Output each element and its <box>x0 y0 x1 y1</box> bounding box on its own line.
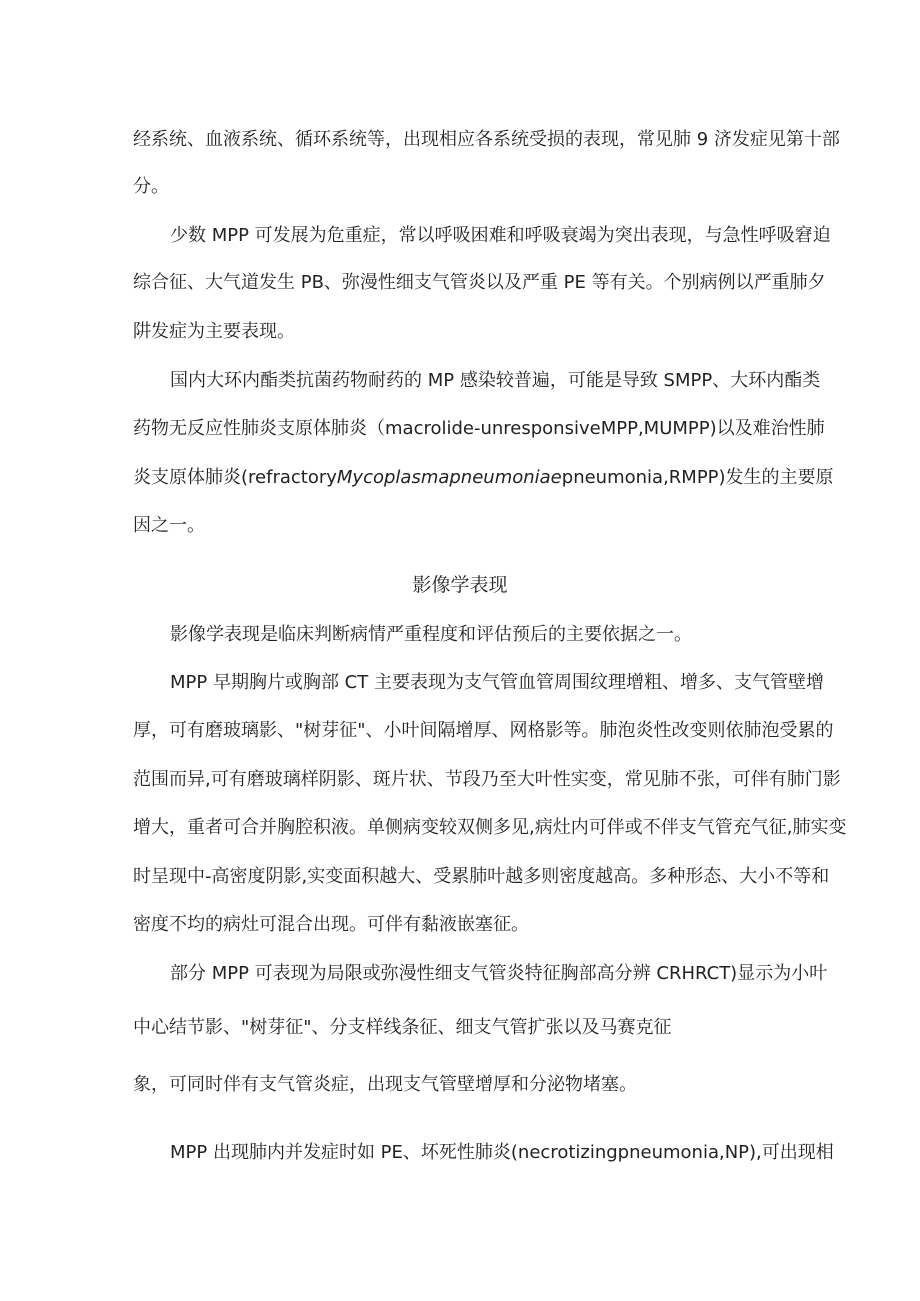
species-name-italic: Mycoplasmapneumoniae <box>336 467 562 488</box>
paragraph-2-line-1: 少数 MPP 可发展为危重症，常以呼吸困难和呼吸衰竭为突出表现，与急性呼吸窘迫 <box>170 225 831 246</box>
paragraph-3-line-3 <box>133 465 834 491</box>
paragraph-5-line-5: 时呈现中-高密度阴影,实变面积越大、受累肺叶越多则密度越高。多种形态、大小不等和 <box>133 866 830 887</box>
paragraph-3-line-1: 国内大环内酯类抗菌药物耐药的 MP 感染较普遍，可能是导致 SMPP、大环内酯类 <box>170 370 821 391</box>
paragraph-1-line-2: 分。 <box>133 176 169 197</box>
paragraph-3-line-4: 因之一。 <box>133 515 205 536</box>
paragraph-4-line-1: 影像学表现是临床判断病情严重程度和评估预后的主要依据之一。 <box>170 624 692 645</box>
paragraph-5-line-2: 厚，可有磨玻璃影、"树芽征"、小叶间隔增厚、网格影等。肺泡炎性改变则依肺泡受累的 <box>133 720 834 741</box>
paragraph-6-line-2: 中心结节影、"树芽征"、分支样线条征、细支气管扩张以及马赛克征 <box>133 1017 672 1038</box>
paragraph-3-line-2: 药物无反应性肺炎支原体肺炎（macrolide-unresponsiveMPP,MUMPP)以及难治性肺 <box>133 418 825 439</box>
paragraph-2-line-2: 综合征、大气道发生 PB、弥漫性细支气管炎以及严重 PE 等有关。个别病例以严重肺夕 <box>133 272 826 293</box>
paragraph-3-line-3-part-a: 炎支原体肺炎(refractory <box>133 467 337 488</box>
paragraph-3-line-3-part-c: pneumonia,RMPP)发生的主要原 <box>561 467 834 488</box>
paragraph-5-line-4: 增大，重者可合并胸腔积液。单侧病变较双侧多见,病灶内可伴或不伴支气管充气征,肺实变 <box>133 817 847 838</box>
paragraph-1-line-1: 经系统、血液系统、循环系统等，出现相应各系统受损的表现，常见肺 9 济发症见第十部 <box>133 129 840 150</box>
paragraph-5-line-3: 范围而异,可有磨玻璃样阴影、斑片状、节段乃至大叶性实变，常见肺不张，可伴有肺门影 <box>133 769 841 790</box>
paragraph-5-line-1: MPP 早期胸片或胸部 CT 主要表现为支气管血管周围纹理增粗、增多、支气管壁增 <box>170 672 824 693</box>
paragraph-5-line-6: 密度不均的病灶可混合出现。可伴有黏液嵌塞征。 <box>133 914 529 935</box>
section-heading: 影像学表现 <box>412 574 508 596</box>
paragraph-2-line-3: 阱发症为主要表现。 <box>133 321 295 342</box>
paragraph-6-line-3: 象，可同时伴有支气管炎症，出现支气管壁增厚和分泌物堵塞。 <box>133 1074 637 1095</box>
paragraph-6-line-1: 部分 MPP 可表现为局限或弥漫性细支气管炎特征胸部高分辨 CRHRCT)显示为小叶 <box>170 963 828 984</box>
paragraph-7-line-1: MPP 出现肺内并发症时如 PE、坏死性肺炎(necrotizingpneumonia,NP),可出现相 <box>170 1142 834 1163</box>
